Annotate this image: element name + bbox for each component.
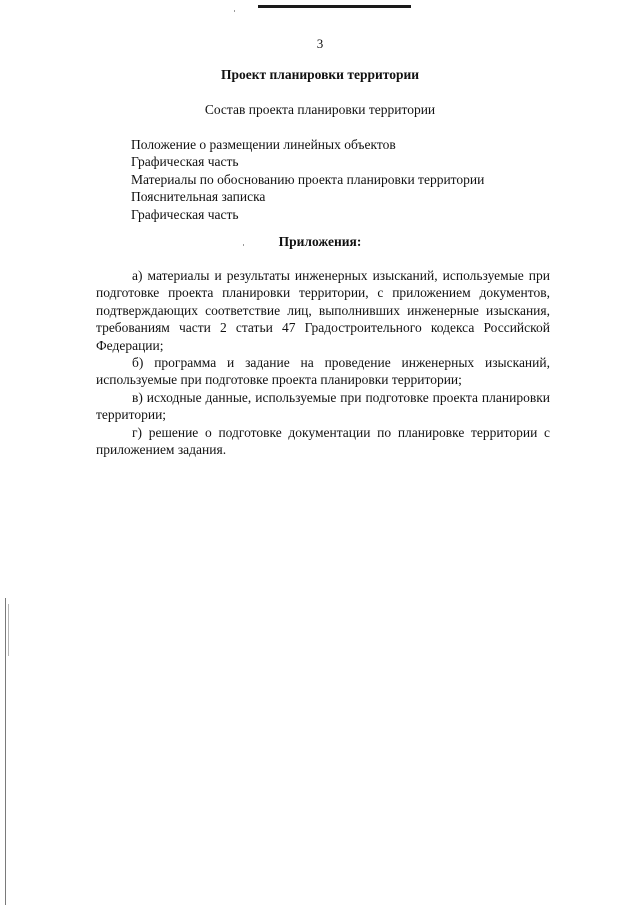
- contents-item: Графическая часть: [131, 206, 239, 222]
- appendix-item: г) решение о подготовке документации по планировке территории с приложением задания.: [96, 424, 550, 458]
- scan-left-edge: [8, 604, 9, 656]
- appendix-item: а) материалы и результаты инженерных изысканий, используемые при подготовке проекта планировки территории, с приложением документов, подтверждающих соответствие лиц, выполнивших инженерные изыскания, требованиям части 2 статьи 47 Градостроительного кодекса Российской Федерации;: [96, 268, 550, 353]
- contents-item: Положение о размещении линейных объектов: [131, 137, 396, 152]
- contents-item: Материалы по обоснованию проекта планировки территории: [131, 171, 485, 187]
- contents-item: Пояснительная записка: [131, 189, 266, 205]
- scan-speck: [234, 10, 235, 12]
- scan-left-edge: [5, 598, 6, 905]
- contents-list: [131, 136, 484, 223]
- appendix-list: [96, 267, 550, 458]
- page-title: Проект планировки территории: [220, 67, 420, 82]
- appendix-heading: Приложения:: [278, 234, 362, 249]
- page-subtitle: Состав проекта планировки территории: [204, 102, 436, 117]
- page-number: 3: [316, 36, 324, 51]
- contents-item: Графическая часть: [131, 154, 239, 170]
- scan-top-line: [258, 5, 411, 8]
- appendix-item: в) исходные данные, используемые при подготовке проекта планировки территории;: [96, 389, 550, 423]
- appendix-item: б) программа и задание на проведение инженерных изысканий, используемые при подготовке проекта планировки территории;: [96, 355, 550, 388]
